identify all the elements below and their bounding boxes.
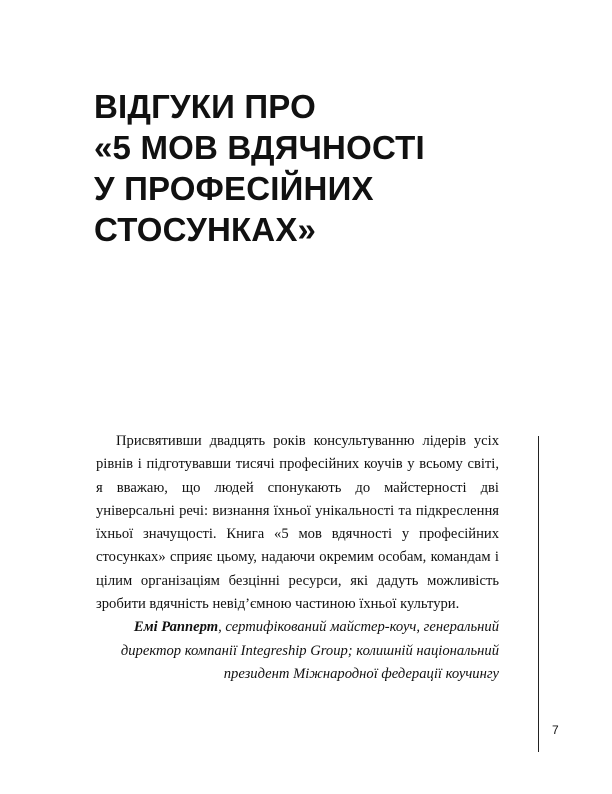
heading-line: «5 МОВ ВДЯЧНОСТІ — [94, 129, 425, 166]
testimonial-block — [96, 430, 499, 686]
page-heading — [94, 86, 425, 250]
heading-line: СТОСУНКАХ» — [94, 211, 317, 248]
testimonial-attribution — [96, 616, 499, 686]
page-number: 7 — [552, 723, 559, 737]
heading-line: ВІДГУКИ ПРО — [94, 88, 316, 125]
heading-line: У ПРОФЕСІЙНИХ — [94, 170, 374, 207]
margin-rule — [538, 436, 539, 752]
author-credentials: , сертифікований майстер-коуч, генеральний директор компанії Integreship Group; колишній національний президент Міжнародної федерації коучингу — [120, 619, 499, 682]
testimonial-paragraph: Присвятивши двадцять років консультуванню лідерів усіх рівнів і підготувавши тисячі професійних коучів у всьому світі, я вважаю, що людей спонукають до майстерності дві універсальні речі: визнання їхньої унікальності та підкреслення їхньої значущості. Книга «5 мов вдячності у професійних стосунках» сприяє цьому, надаючи окремим особам, командам і цілим організаціям безцінні ресурси, які дадуть можливість зробити вдячність невід’ємною частиною їхньої культури. — [96, 433, 499, 613]
author-name: Емі Рапперт — [133, 619, 219, 636]
